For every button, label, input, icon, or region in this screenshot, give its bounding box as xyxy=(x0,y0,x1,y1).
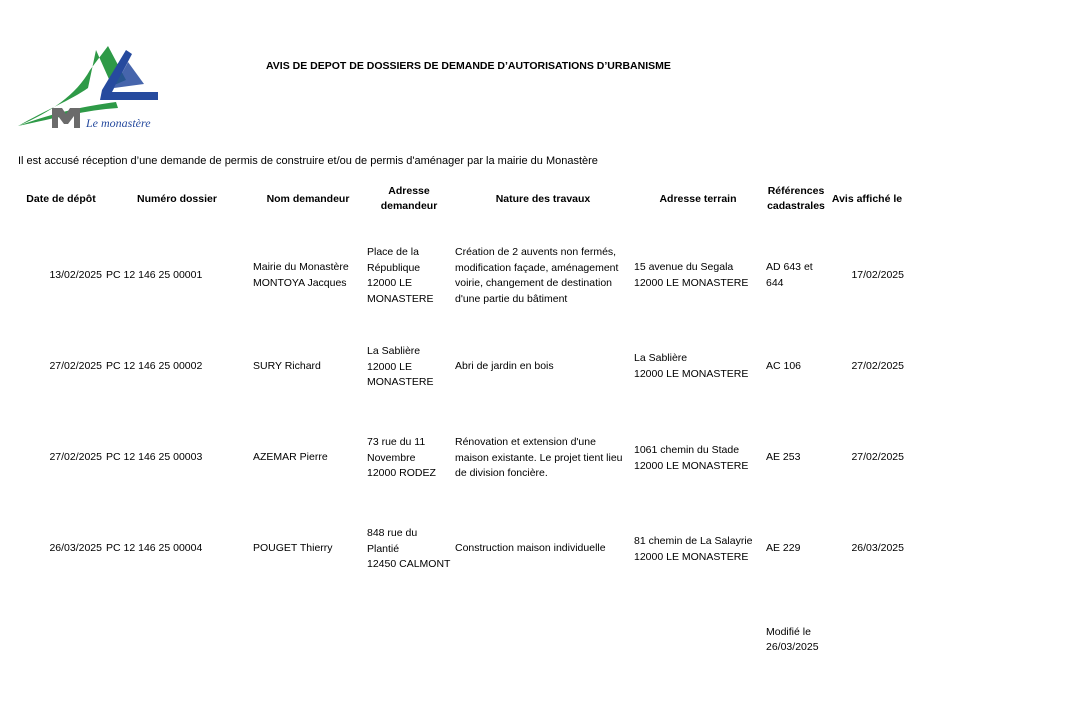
row3-nature: Rénovation et extension d'une maison existante. Le projet tient lieu de division foncière. xyxy=(455,436,623,479)
row1-nature: Création de 2 auvents non fermés, modification façade, aménagement voirie, changement de destination d'une partie du bâtiment xyxy=(455,246,619,305)
row3-numero: PC 12 146 25 00003 xyxy=(106,451,203,463)
row3-adresse: 73 rue du 11 Novembre 12000 RODEZ xyxy=(367,436,436,479)
page-title: AVIS DE DEPOT DE DOSSIERS DE DEMANDE D’AUTORISATIONS D’URBANISME xyxy=(266,60,671,72)
row3-terrain: 1061 chemin du Stade 12000 LE MONASTERE xyxy=(634,444,749,472)
row3-avis: 27/02/2025 xyxy=(851,451,904,463)
row1-avis: 17/02/2025 xyxy=(851,269,904,281)
row2-date: 27/02/2025 xyxy=(49,360,102,372)
row4-numero: PC 12 146 25 00004 xyxy=(106,542,203,554)
col-header-nature: Nature des travaux xyxy=(495,193,591,205)
modified-date: Modifié le 26/03/2025 xyxy=(766,626,819,653)
row3-nom: AZEMAR Pierre xyxy=(253,451,328,463)
row1-references: AD 643 et 644 xyxy=(766,261,813,289)
col-header-adresse: Adresse demandeur xyxy=(380,185,438,212)
row4-nature: Construction maison individuelle xyxy=(455,542,606,554)
row2-avis: 27/02/2025 xyxy=(851,360,904,372)
row1-terrain: 15 avenue du Segala 12000 LE MONASTERE xyxy=(634,261,749,289)
row2-references: AC 106 xyxy=(766,360,802,372)
col-header-avis: Avis affiché le xyxy=(831,193,903,205)
col-header-nom: Nom demandeur xyxy=(266,193,350,205)
row2-nature: Abri de jardin en bois xyxy=(455,360,554,372)
col-header-date: Date de dépôt xyxy=(26,193,96,205)
row2-adresse: La Sablière 12000 LE MONASTERE xyxy=(367,345,434,388)
row1-adresse: Place de la République 12000 LE MONASTERE xyxy=(367,246,434,305)
row4-date: 26/03/2025 xyxy=(49,542,102,554)
row4-adresse: 848 rue du Plantié 12450 CALMONT xyxy=(367,527,451,570)
row3-references: AE 253 xyxy=(766,451,801,463)
col-header-references: Références cadastrales xyxy=(767,185,825,212)
row1-numero: PC 12 146 25 00001 xyxy=(106,269,203,281)
col-header-terrain: Adresse terrain xyxy=(659,193,737,205)
row2-nom: SURY Richard xyxy=(253,360,321,372)
row4-nom: POUGET Thierry xyxy=(253,542,333,554)
row1-nom: Mairie du Monastère MONTOYA Jacques xyxy=(253,261,349,289)
row4-avis: 26/03/2025 xyxy=(851,542,904,554)
row2-terrain: La Sablière 12000 LE MONASTERE xyxy=(634,352,749,380)
logo-text: Le monastère xyxy=(86,116,151,130)
monastere-logo xyxy=(16,40,176,132)
row1-date: 13/02/2025 xyxy=(49,269,102,281)
row4-terrain: 81 chemin de La Salayrie 12000 LE MONASTERE xyxy=(634,535,753,563)
col-header-numero: Numéro dossier xyxy=(137,193,217,205)
row4-references: AE 229 xyxy=(766,542,801,554)
row2-numero: PC 12 146 25 00002 xyxy=(106,360,203,372)
row3-date: 27/02/2025 xyxy=(49,451,102,463)
intro-text: Il est accusé réception d’une demande de permis de construire et/ou de permis d'aménager par la mairie du Monastère xyxy=(18,155,598,167)
